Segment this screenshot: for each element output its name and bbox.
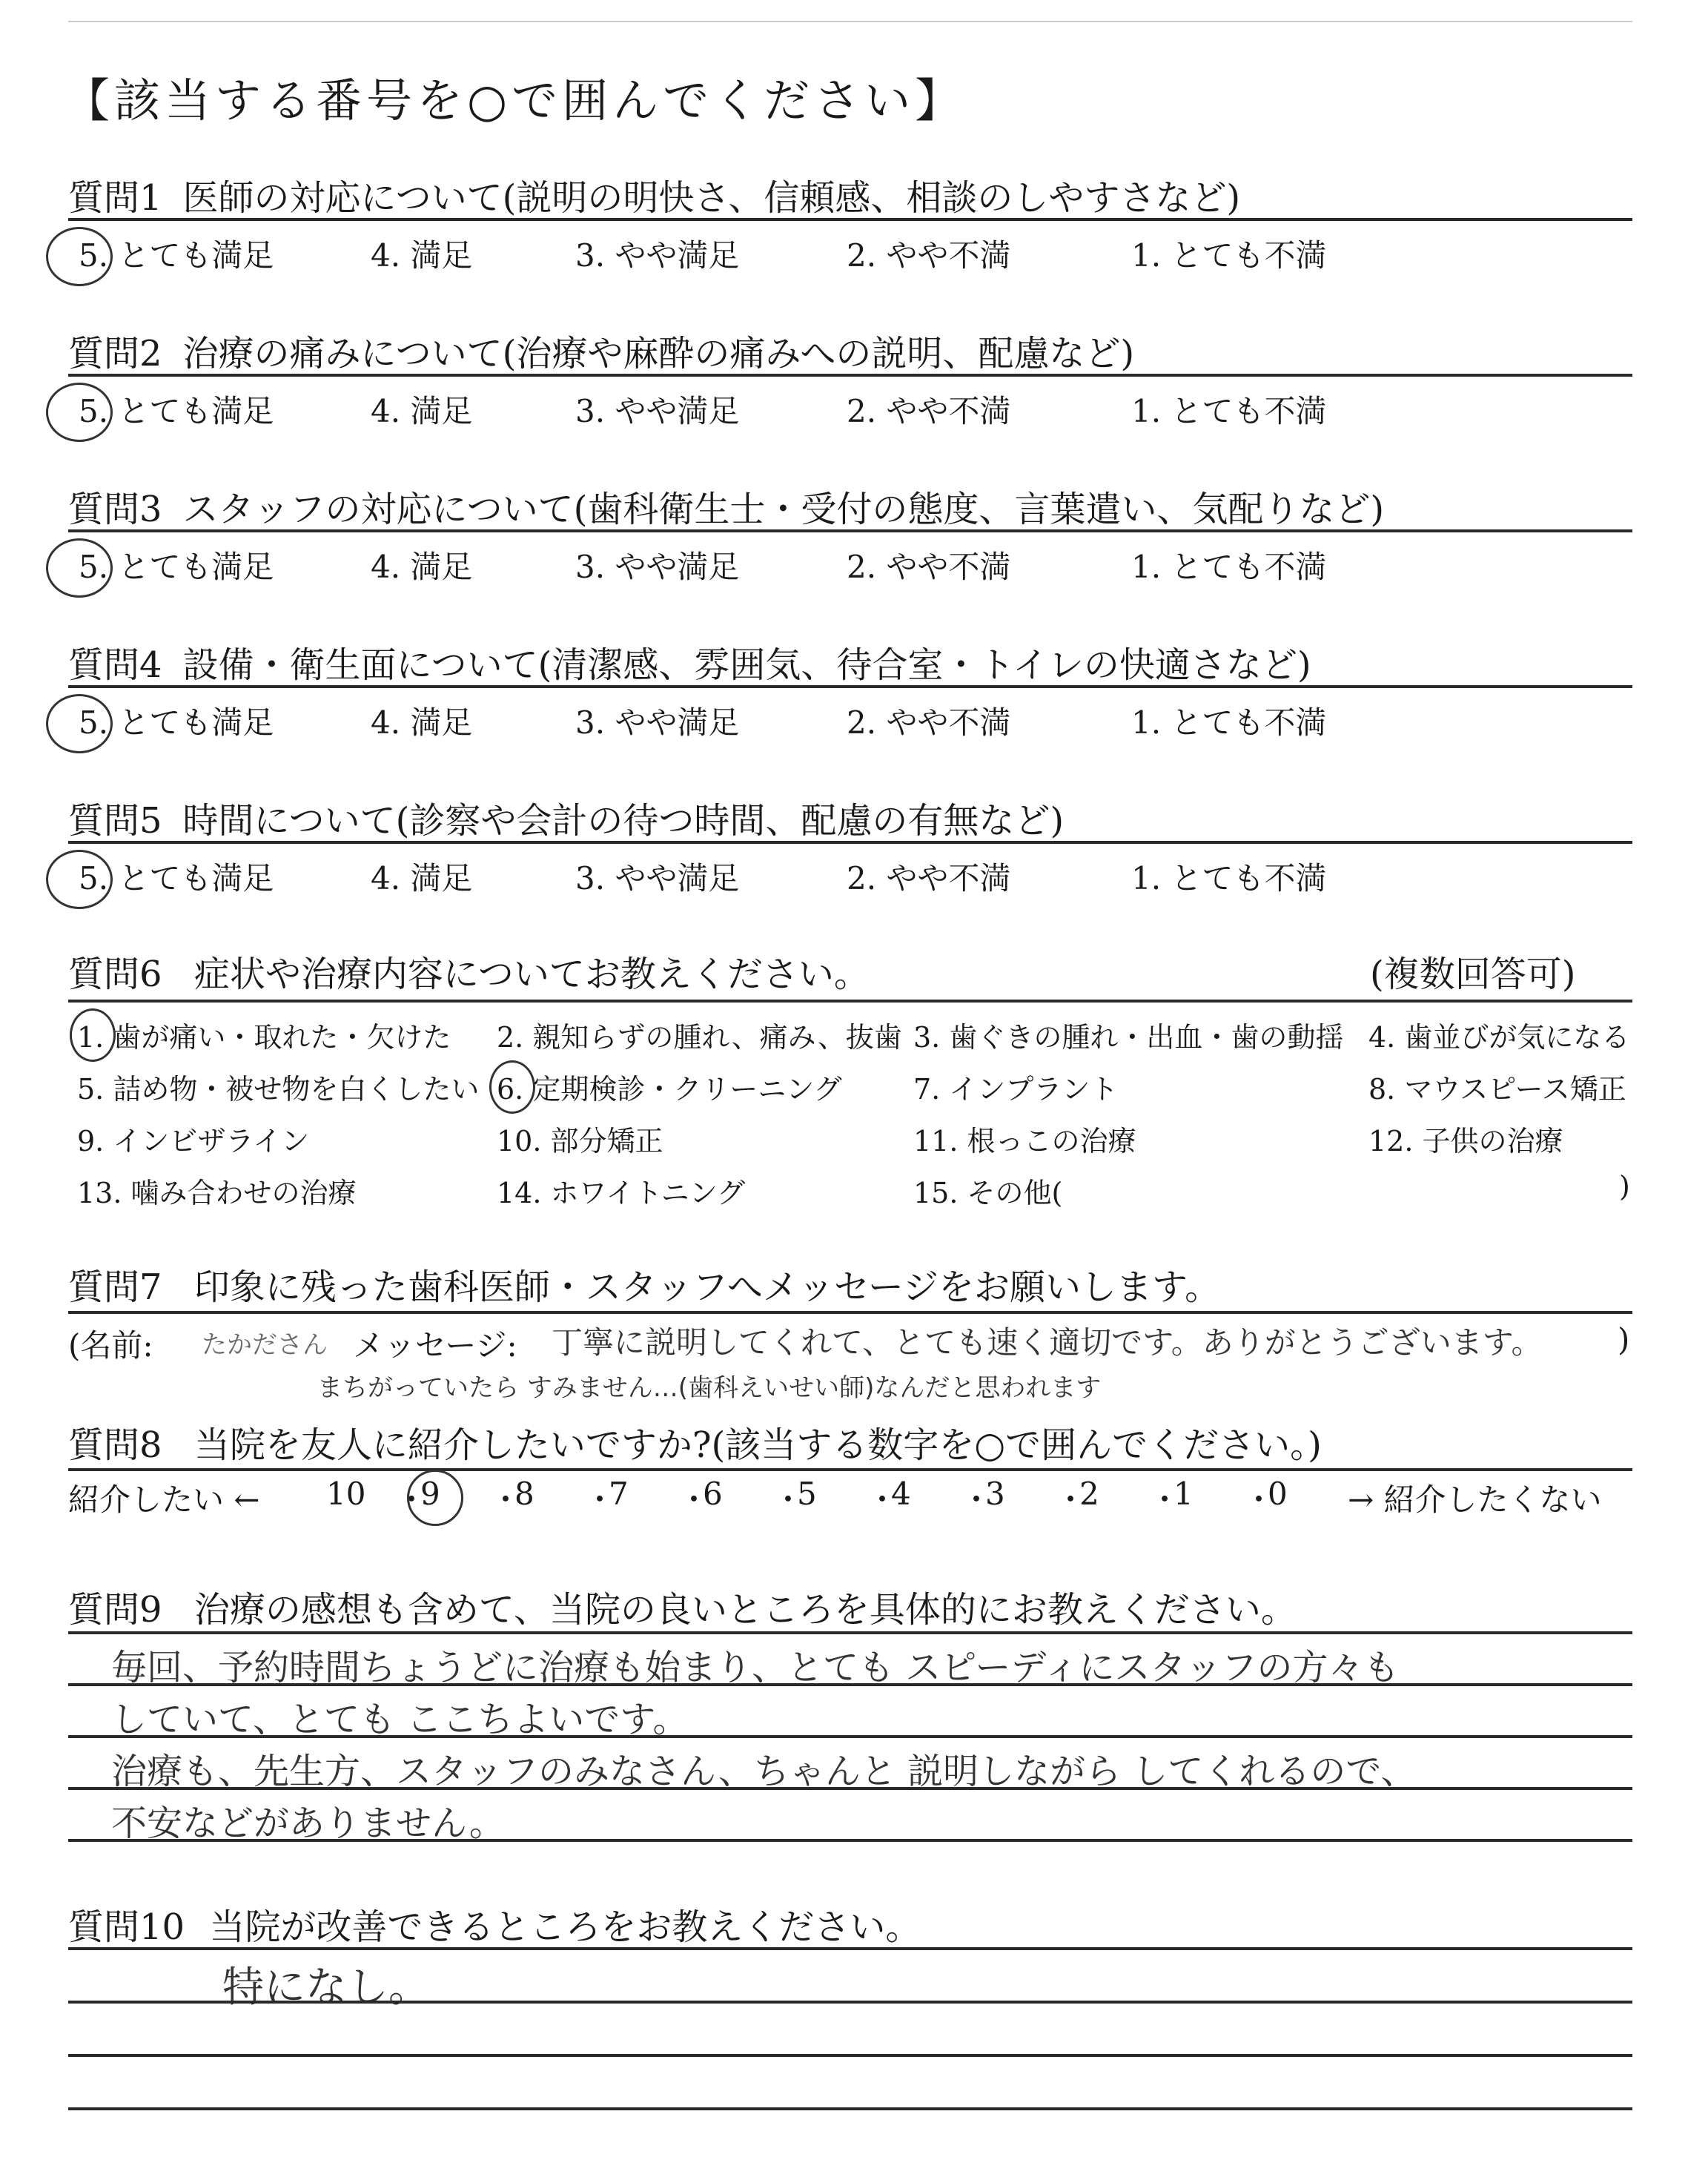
q4-rule bbox=[68, 685, 1632, 688]
q4-option-5[interactable]: 5. とても満足 bbox=[79, 704, 274, 741]
q6-heading bbox=[68, 945, 870, 997]
q9-rule bbox=[68, 1631, 1632, 1634]
q2-rule bbox=[68, 374, 1632, 377]
q1-option-3[interactable]: 3. やや満足 bbox=[575, 237, 740, 274]
q8-scale-8[interactable]: 8 bbox=[514, 1476, 534, 1512]
q2-option-4[interactable]: 4. 満足 bbox=[371, 393, 473, 429]
q3-answer-circle bbox=[46, 538, 113, 598]
q6-option-3[interactable]: 3. 歯ぐきの腫れ・出血・歯の動揺 bbox=[913, 1021, 1344, 1054]
q4-label: 質問4 bbox=[68, 644, 162, 686]
q8-separator-dot: ・ bbox=[490, 1482, 522, 1518]
q6-option-12[interactable]: 12. 子供の治療 bbox=[1368, 1125, 1563, 1157]
q6-answer-circle-1 bbox=[70, 1008, 116, 1062]
q9-answer-line-4: 不安などがありません。 bbox=[111, 1803, 505, 1844]
q6-option-4[interactable]: 4. 歯並びが気になる bbox=[1368, 1021, 1630, 1054]
q3-rule bbox=[68, 529, 1632, 532]
q8-separator-dot: ・ bbox=[867, 1482, 898, 1518]
q3-option-3[interactable]: 3. やや満足 bbox=[575, 549, 740, 585]
q10-rule bbox=[68, 2107, 1632, 2110]
q8-right-label: → 紹介したくない bbox=[1348, 1482, 1602, 1518]
q8-heading bbox=[68, 1416, 1322, 1467]
q8-scale-6[interactable]: 6 bbox=[703, 1476, 723, 1512]
q10-rule bbox=[68, 2054, 1632, 2057]
q8-left-label: 紹介したい ← bbox=[68, 1482, 260, 1518]
q6-option-9[interactable]: 9. インビザライン bbox=[77, 1125, 310, 1157]
q9-label: 質問9 bbox=[68, 1589, 162, 1631]
q8-scale-3[interactable]: 3 bbox=[985, 1476, 1005, 1512]
q3-option-1[interactable]: 1. とても不満 bbox=[1131, 549, 1327, 585]
q10-label: 質問10 bbox=[68, 1906, 185, 1948]
q8-separator-dot: ・ bbox=[584, 1482, 616, 1518]
q8-text: 当院を友人に紹介したいですか?(該当する数字を○で囲んでください。) bbox=[193, 1424, 1322, 1466]
q2-heading bbox=[68, 325, 1134, 376]
q2-option-5[interactable]: 5. とても満足 bbox=[79, 393, 274, 429]
q8-rule bbox=[68, 1468, 1632, 1471]
q3-text: スタッフの対応について(歯科衛生士・受付の態度、言葉遣い、気配りなど) bbox=[182, 489, 1385, 530]
q2-option-3[interactable]: 3. やや満足 bbox=[575, 393, 740, 429]
q3-option-5[interactable]: 5. とても満足 bbox=[79, 549, 274, 585]
q8-separator-dot: ・ bbox=[678, 1482, 710, 1518]
q1-heading bbox=[68, 169, 1240, 220]
q8-separator-dot: ・ bbox=[1243, 1482, 1275, 1518]
q7-rule bbox=[68, 1311, 1632, 1314]
q8-scale-1[interactable]: 1 bbox=[1174, 1476, 1194, 1512]
q6-option-15[interactable]: 15. その他( bbox=[913, 1177, 1063, 1209]
q3-label: 質問3 bbox=[68, 489, 162, 530]
q9-answer-line-3: 治療も、先生方、スタッフのみなさん、ちゃんと 説明しながら してくれるので、 bbox=[111, 1751, 1417, 1792]
q2-option-2[interactable]: 2. やや不満 bbox=[847, 393, 1011, 429]
q6-option-1[interactable]: 1. 歯が痛い・取れた・欠けた bbox=[77, 1021, 451, 1054]
q7-message-handwritten-1: 丁寧に説明してくれて、とても速く適切です。ありがとうございます。 bbox=[552, 1324, 1543, 1361]
q9-heading bbox=[68, 1581, 1297, 1632]
q8-scale-10[interactable]: 10 bbox=[326, 1476, 366, 1512]
q8-scale-2[interactable]: 2 bbox=[1079, 1476, 1099, 1512]
q5-option-5[interactable]: 5. とても満足 bbox=[79, 860, 274, 896]
q6-note: (複数回答可) bbox=[1370, 954, 1576, 995]
q1-text: 医師の対応について(説明の明快さ、信頼感、相談のしやすさなど) bbox=[182, 177, 1241, 219]
q6-option-8[interactable]: 8. マウスピース矯正 bbox=[1368, 1073, 1626, 1106]
q6-answer-circle-6 bbox=[489, 1060, 535, 1114]
q10-heading bbox=[68, 1898, 921, 1949]
q8-separator-dot: ・ bbox=[1149, 1482, 1181, 1518]
q4-heading bbox=[68, 636, 1311, 687]
q8-separator-dot: ・ bbox=[772, 1482, 804, 1518]
q8-separator-dot: ・ bbox=[1055, 1482, 1087, 1518]
q6-option-2[interactable]: 2. 親知らずの腫れ、痛み、抜歯 bbox=[497, 1021, 902, 1054]
q4-text: 設備・衛生面について(清潔感、雰囲気、待合室・トイレの快適さなど) bbox=[182, 644, 1311, 686]
q4-answer-circle bbox=[46, 694, 113, 753]
q5-text: 時間について(診察や会計の待つ時間、配慮の有無など) bbox=[182, 800, 1065, 842]
q7-text: 印象に残った歯科医師・スタッフへメッセージをお願いします。 bbox=[193, 1266, 1221, 1308]
q6-label: 質問6 bbox=[68, 954, 162, 995]
q4-option-4[interactable]: 4. 満足 bbox=[371, 704, 473, 741]
q9-text: 治療の感想も含めて、当院の良いところを具体的にお教えください。 bbox=[193, 1589, 1297, 1631]
q7-message-handwritten-2: まちがっていたら すみません…(歯科えいせい師)なんだと思われます bbox=[317, 1373, 1102, 1403]
q4-option-1[interactable]: 1. とても不満 bbox=[1131, 704, 1327, 741]
top-edge-line bbox=[68, 21, 1632, 22]
q6-option-11[interactable]: 11. 根っこの治療 bbox=[913, 1125, 1136, 1157]
q6-option-13[interactable]: 13. 噛み合わせの治療 bbox=[77, 1177, 357, 1209]
q1-option-1[interactable]: 1. とても不満 bbox=[1131, 237, 1327, 274]
q1-option-4[interactable]: 4. 満足 bbox=[371, 237, 473, 274]
q5-option-4[interactable]: 4. 満足 bbox=[371, 860, 473, 896]
q5-option-2[interactable]: 2. やや不満 bbox=[847, 860, 1011, 896]
q5-heading bbox=[68, 792, 1064, 843]
q6-option-7[interactable]: 7. インプラント bbox=[913, 1073, 1119, 1106]
q4-option-3[interactable]: 3. やや満足 bbox=[575, 704, 740, 741]
q1-label: 質問1 bbox=[68, 177, 162, 219]
q9-answer-line-1: 毎回、予約時間ちょうどに治療も始まり、とても スピーディにスタッフの方々も bbox=[111, 1647, 1400, 1688]
q6-option-14[interactable]: 14. ホワイトニング bbox=[497, 1177, 746, 1209]
q8-separator-dot: ・ bbox=[396, 1482, 428, 1518]
q6-rule bbox=[68, 1000, 1632, 1003]
q3-option-2[interactable]: 2. やや不満 bbox=[847, 549, 1011, 585]
q8-scale-4[interactable]: 4 bbox=[891, 1476, 911, 1512]
q3-option-4[interactable]: 4. 満足 bbox=[371, 549, 473, 585]
q7-close-paren: ) bbox=[1618, 1321, 1630, 1358]
q1-option-5[interactable]: 5. とても満足 bbox=[79, 237, 274, 274]
q6-option-10[interactable]: 10. 部分矯正 bbox=[497, 1125, 663, 1157]
form-header: 【該当する番号を○で囲んでください】 bbox=[64, 73, 966, 128]
q7-name-prefix: (名前: bbox=[68, 1327, 153, 1364]
q8-scale-5[interactable]: 5 bbox=[797, 1476, 817, 1512]
q10-rule bbox=[68, 2001, 1632, 2004]
q2-label: 質問2 bbox=[68, 333, 162, 374]
q7-heading bbox=[68, 1258, 1220, 1309]
q7-message-prefix: メッセージ: bbox=[353, 1327, 517, 1364]
q6-text: 症状や治療内容についてお教えください。 bbox=[193, 954, 870, 995]
q6-option-6[interactable]: 6. 定期検診・クリーニング bbox=[497, 1073, 842, 1106]
q1-rule bbox=[68, 218, 1632, 221]
q2-text: 治療の痛みについて(治療や麻酔の痛みへの説明、配慮など) bbox=[182, 333, 1135, 374]
q10-text: 当院が改善できるところをお教えください。 bbox=[209, 1906, 921, 1948]
q5-answer-circle bbox=[46, 850, 113, 909]
q7-label: 質問7 bbox=[68, 1266, 162, 1308]
q7-name-handwritten: たかださん bbox=[202, 1330, 328, 1360]
q2-answer-circle bbox=[46, 383, 113, 442]
q5-label: 質問5 bbox=[68, 800, 162, 842]
q8-label: 質問8 bbox=[68, 1424, 162, 1466]
q1-answer-circle bbox=[46, 227, 113, 286]
q8-answer-circle bbox=[407, 1470, 463, 1526]
q6-option-5[interactable]: 5. 詰め物・被せ物を白くしたい bbox=[77, 1073, 480, 1106]
q10-rule bbox=[68, 1947, 1632, 1950]
q4-option-2[interactable]: 2. やや不満 bbox=[847, 704, 1011, 741]
q8-scale-7[interactable]: 7 bbox=[609, 1476, 629, 1512]
q5-option-3[interactable]: 3. やや満足 bbox=[575, 860, 740, 896]
q8-separator-dot: ・ bbox=[961, 1482, 993, 1518]
q2-option-1[interactable]: 1. とても不満 bbox=[1131, 393, 1327, 429]
q6-option-close-paren: ) bbox=[1619, 1170, 1630, 1203]
q8-scale-9[interactable]: 9 bbox=[420, 1476, 440, 1512]
q10-answer-handwritten: 特になし。 bbox=[222, 1964, 430, 2012]
q1-option-2[interactable]: 2. やや不満 bbox=[847, 237, 1011, 274]
q5-rule bbox=[68, 841, 1632, 844]
q8-scale-0[interactable]: 0 bbox=[1268, 1476, 1288, 1512]
q9-answer-line-2: していて、とても ここちよいです。 bbox=[111, 1699, 689, 1740]
q3-heading bbox=[68, 480, 1384, 532]
q5-option-1[interactable]: 1. とても不満 bbox=[1131, 860, 1327, 896]
